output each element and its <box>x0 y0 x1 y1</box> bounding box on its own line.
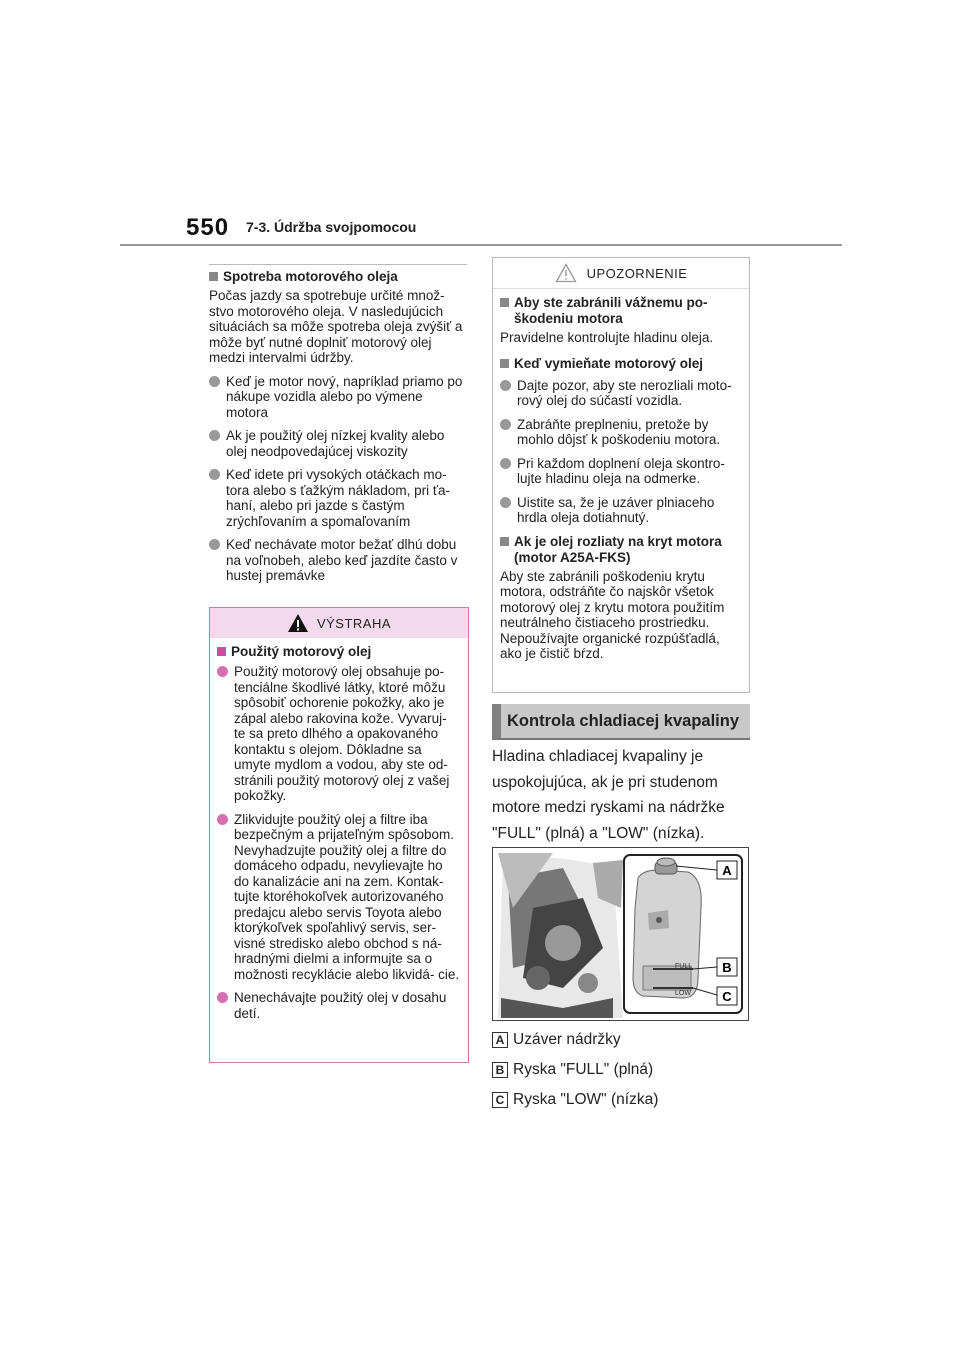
legend-text: Ryska "LOW" (nízka) <box>513 1091 659 1108</box>
notice-box-header <box>493 258 749 289</box>
bullet-dot-icon <box>209 469 220 480</box>
list-item: Použitý motorový olej obsahuje po- tenciálne škodlivé látky, ktoré môžu spôsobiť ochorenie pokožky, ako je zápal alebo rakovina kože. Vyvaruj- te sa preto dlhého a opakovaného kontaktu s olejom. Dôkladne sa umyte mydlom a vodou, aby ste od- stránili použitý motorový olej z vašej pokožky. <box>217 664 461 804</box>
warning-box-header <box>210 608 468 638</box>
oil-spill-heading: Ak je olej rozliaty na kryt motora (motor A25A-FKS) <box>500 534 742 566</box>
oil-change-heading: Keď vymieňate motorový olej <box>500 356 742 372</box>
oil-consumption-section <box>209 264 467 592</box>
list-item: Dajte pozor, aby ste nerozliali moto- rový olej do súčastí vozidla. <box>500 378 742 409</box>
square-bullet-icon <box>209 272 218 281</box>
coolant-section-heading: Kontrola chladiacej kvapaliny <box>492 704 750 740</box>
list-item: Keď je motor nový, napríklad priamo po nákupe vozidla alebo po výmene motora <box>209 374 467 421</box>
callout-b-label: B <box>722 960 732 975</box>
list-item: Keď idete pri vysokých otáčkach mo- tora alebo s ťažkým nákladom, pri ťa- haní, alebo pri jazde s častým zrýchľovaním a spomaľovaním <box>209 467 467 529</box>
notice-title: UPOZORNENIE <box>586 265 688 281</box>
callout-c-label: C <box>722 989 732 1004</box>
list-item: Uistite sa, že je uzáver plniaceho hrdla oleja dotiahnutý. <box>500 495 742 526</box>
square-bullet-icon <box>217 647 226 656</box>
bullet-dot-icon <box>217 992 228 1003</box>
bullet-dot-icon <box>500 419 511 430</box>
list-item: Zlikvidujte použitý olej a filtre iba bezpečným a prijateľným spôsobom. Nevyhadzujte použitý olej a filtre do domáceho odpadu, nevylievajte ho do kanalizácie ani na zem. Kontak- tujte ktoréhokoľvek autorizovaného predajcu alebo servis Toyota alebo ktorýkoľvek spoľahlivý servis, ser- visné stredisko alebo obchod s ná- hradnými dielmi a informujte sa o možnosti recyklácie alebo likvidá- cie. <box>217 812 461 983</box>
warning-title: VÝSTRAHA <box>316 615 392 631</box>
legend-key: A <box>492 1032 508 1048</box>
notice-paragraph: Pravidelne kontrolujte hladinu oleja. <box>500 330 714 345</box>
bullet-dot-icon <box>217 814 228 825</box>
warning-box <box>209 607 469 1063</box>
full-mark-label: FULL <box>675 963 693 970</box>
callout-a-label: A <box>722 863 732 878</box>
list-item: Nenechávajte použitý olej v dosahu detí. <box>217 990 461 1021</box>
bullet-dot-icon <box>209 430 220 441</box>
used-oil-heading: Použitý motorový olej <box>217 644 461 660</box>
coolant-body-text: Hladina chladiacej kvapaliny je uspokojujúca, ak je pri studenom motore medzi ryskami na nádržke "FULL" (plná) a "LOW" (nízka). <box>492 748 725 842</box>
oil-consumption-heading: Spotreba motorového oleja <box>209 269 467 285</box>
warning-triangle-icon <box>287 613 309 633</box>
legend-key: B <box>492 1062 508 1078</box>
oil-consumption-intro: Počas jazdy sa spotrebuje určité množ- stvo motorového oleja. V nasledujúcich situáciách sa môže spotreba oleja zvýšiť a môže byť nutné doplniť motorový olej medzi intervalmi údržby. <box>209 288 463 365</box>
notice-paragraph: Aby ste zabránili poškodeniu krytu motora, odstráňte čo najskôr všetok motorový olej z krytu motora použitím neutrálneho čistiaceho prostriedku. Nepoužívajte organické rozpúšťadlá, ako je čistič bŕzd. <box>500 568 725 661</box>
square-bullet-icon <box>500 298 509 307</box>
bullet-dot-icon <box>500 380 511 391</box>
coolant-reservoir-illustration <box>492 847 749 1021</box>
low-mark-label: LOW <box>675 990 691 997</box>
square-bullet-icon <box>500 359 509 368</box>
legend-item-c <box>492 1091 658 1109</box>
legend-item-a <box>492 1031 621 1049</box>
caution-triangle-icon <box>555 263 577 283</box>
list-item: Zabráňte preplneniu, pretože by mohlo dôjsť k poškodeniu motora. <box>500 417 742 448</box>
legend-text: Ryska "FULL" (plná) <box>513 1061 654 1078</box>
legend-text: Uzáver nádržky <box>513 1031 621 1048</box>
page-number: 550 <box>186 214 230 241</box>
bullet-dot-icon <box>217 666 228 677</box>
bullet-dot-icon <box>500 497 511 508</box>
header-divider <box>120 244 842 246</box>
notice-box <box>492 257 750 693</box>
legend-item-b <box>492 1061 653 1079</box>
list-item: Ak je použitý olej nízkej kvality alebo olej neodpovedajúcej viskozity <box>209 428 467 459</box>
list-item: Keď nechávate motor bežať dlhú dobu na voľnobeh, alebo keď jazdíte často v hustej premávke <box>209 537 467 584</box>
engine-damage-heading: Aby ste zabránili vážnemu po- škodeniu motora <box>500 295 742 327</box>
section-title: 7-3. Údržba svojpomocou <box>246 219 417 235</box>
engine-bay-drawing <box>493 848 749 1021</box>
square-bullet-icon <box>500 537 509 546</box>
legend-key: C <box>492 1092 508 1108</box>
list-item: Pri každom doplnení oleja skontro- lujte hladinu oleja na odmerke. <box>500 456 742 487</box>
bullet-dot-icon <box>209 539 220 550</box>
bullet-dot-icon <box>209 376 220 387</box>
bullet-dot-icon <box>500 458 511 469</box>
